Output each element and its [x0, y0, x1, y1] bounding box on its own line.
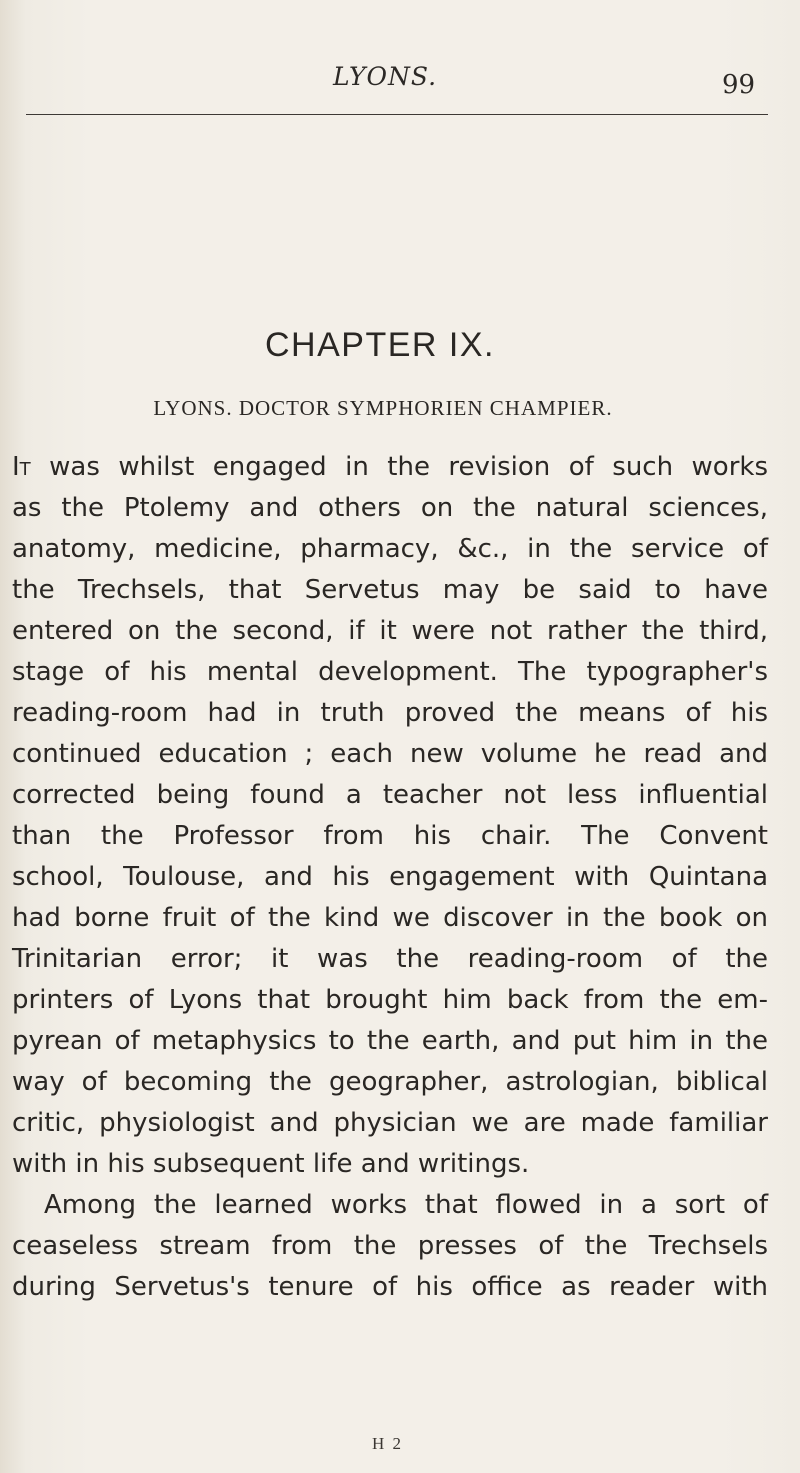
header-rule — [26, 114, 768, 115]
text-line: Trinitarian error; it was the reading-room of the — [12, 944, 768, 974]
page-number: 99 — [722, 70, 756, 100]
text-line: reading-room had in truth proved the means of his — [12, 698, 768, 728]
text-line: way of becoming the geographer, astrologian, biblical — [12, 1067, 768, 1097]
text-line — [12, 446, 768, 488]
text-line: pyrean of metaphysics to the earth, and put him in the — [12, 1026, 768, 1056]
signature-mark: H 2 — [372, 1434, 404, 1453]
text-line: the Trechsels, that Servetus may be said to have — [12, 575, 768, 605]
text-line: during Servetus's tenure of his office as reader with — [12, 1272, 768, 1302]
text-line: continued education ; each new volume he read and — [12, 739, 768, 769]
line-text: was whilst engaged in the revision of such works — [30, 452, 768, 482]
text-line: ceaseless stream from the presses of the Trechsels — [12, 1231, 768, 1261]
text-line: printers of Lyons that brought him back from the em- — [12, 985, 768, 1015]
text-line: entered on the second, if it were not rather the third, — [12, 616, 768, 646]
text-line: had borne fruit of the kind we discover in the book on — [12, 903, 768, 933]
first-word: It — [12, 452, 31, 482]
text-line: stage of his mental development. The typographer's — [12, 657, 768, 687]
running-title: LYONS. — [332, 62, 438, 91]
text-line: corrected being found a teacher not less influential — [12, 780, 768, 810]
chapter-title: CHAPTER IX. — [265, 326, 495, 364]
text-line: Among the learned works that flowed in a sort of — [44, 1190, 768, 1220]
text-line: than the Professor from his chair. The Convent — [12, 821, 768, 851]
running-head — [0, 58, 800, 98]
text-line: anatomy, medicine, pharmacy, &c., in the service of — [12, 534, 768, 564]
chapter-subtitle: LYONS. DOCTOR SYMPHORIEN CHAMPIER. — [153, 396, 613, 420]
text-line: school, Toulouse, and his engagement with Quintana — [12, 862, 768, 892]
text-line: with in his subsequent life and writings. — [12, 1149, 530, 1179]
text-line: critic, physiologist and physician we are made familiar — [12, 1108, 768, 1138]
text-line: as the Ptolemy and others on the natural sciences, — [12, 493, 768, 523]
